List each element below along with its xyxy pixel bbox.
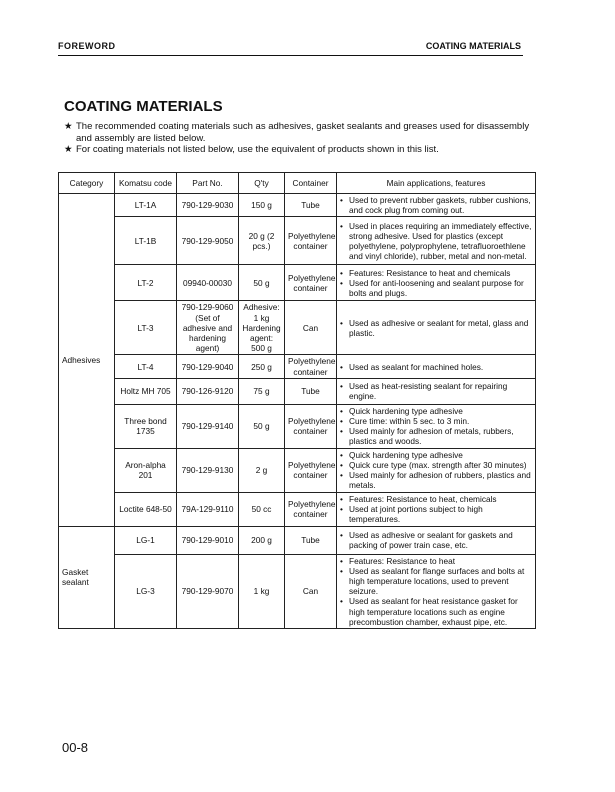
komatsu-code-cell: LT-3	[115, 301, 177, 355]
container-cell: Tube	[285, 194, 337, 217]
intro-paragraph	[64, 144, 534, 156]
quantity-cell: 250 g	[239, 355, 285, 378]
container-cell: Can	[285, 301, 337, 355]
header-rule	[58, 55, 523, 56]
applications-list	[340, 362, 532, 372]
application-text: Cure time: within 5 sec. to 3 min.	[349, 416, 470, 427]
quantity-cell: 50 cc	[239, 492, 285, 526]
list-item	[340, 470, 532, 490]
part-no-cell: 790-129-9130	[177, 448, 239, 492]
bullet-icon: •	[340, 565, 343, 576]
bullet-icon: •	[340, 405, 343, 416]
list-item	[340, 278, 532, 298]
bullet-icon: •	[340, 459, 343, 470]
bullet-icon: •	[340, 596, 343, 607]
column-header: Q'ty	[239, 173, 285, 194]
table-row	[59, 448, 536, 492]
container-cell: Polyethylene container	[285, 265, 337, 301]
applications-cell	[337, 404, 536, 448]
table-row	[59, 554, 536, 628]
column-header: Container	[285, 173, 337, 194]
list-item	[340, 504, 532, 524]
application-text: Used as sealant for machined holes.	[349, 361, 484, 372]
komatsu-code-cell: LT-1B	[115, 217, 177, 265]
bullet-icon: •	[340, 317, 343, 328]
star-icon: ★	[64, 121, 73, 132]
table-row	[59, 526, 536, 554]
list-item	[340, 460, 532, 470]
bullet-icon: •	[340, 416, 343, 427]
category-cell	[59, 526, 115, 628]
applications-cell	[337, 217, 536, 265]
table-row	[59, 492, 536, 526]
container-cell: Polyethylene container	[285, 355, 337, 378]
komatsu-code-cell: LG-3	[115, 554, 177, 628]
quantity-cell: Adhesive: 1 kg Hardening agent: 500 g	[239, 301, 285, 355]
container-cell: Polyethylene container	[285, 492, 337, 526]
komatsu-code-cell: Loctite 648-50	[115, 492, 177, 526]
header-section: FOREWORD	[58, 41, 116, 51]
list-item	[340, 195, 532, 215]
komatsu-code-cell: Aron-alpha 201	[115, 448, 177, 492]
category-cell: Adhesives	[59, 194, 115, 527]
application-text: Used in places requiring an immediately effective, strong adhesive. Used for plastics (except polyethylene, polyprophylene, tetrafluoroethlene and vinyl chloride), rubber, metal and non-metal.	[349, 220, 532, 262]
quantity-cell: 50 g	[239, 265, 285, 301]
application-text: Features: Resistance to heat	[349, 555, 456, 566]
list-item	[340, 530, 532, 550]
application-text: Quick hardening type adhesive	[349, 405, 463, 416]
application-text: Quick cure type (max. strength after 30 minutes)	[349, 459, 527, 470]
list-item	[340, 416, 532, 426]
applications-list	[340, 221, 532, 262]
container-cell: Polyethylene container	[285, 217, 337, 265]
bullet-icon: •	[340, 195, 343, 205]
applications-cell	[337, 448, 536, 492]
application-text: Used as sealant for flange surfaces and bolts at high temperature locations, used to prevent seizure.	[349, 565, 525, 597]
category-label: Gasket	[62, 567, 89, 578]
column-header: Main applications, features	[337, 173, 536, 194]
list-item	[340, 406, 532, 416]
table-row	[59, 265, 536, 301]
komatsu-code-cell: LT-4	[115, 355, 177, 378]
star-icon: ★	[64, 144, 73, 155]
komatsu-code-cell: LG-1	[115, 526, 177, 554]
list-item	[340, 494, 532, 504]
table-body	[59, 194, 536, 629]
quantity-cell: 200 g	[239, 526, 285, 554]
bullet-icon: •	[340, 361, 343, 372]
list-item	[340, 426, 532, 446]
list-item	[340, 221, 532, 262]
table-row	[59, 301, 536, 355]
bullet-icon: •	[340, 470, 343, 481]
table-row	[59, 217, 536, 265]
table-row	[59, 194, 536, 217]
applications-list	[340, 450, 532, 491]
intro-paragraph	[64, 121, 534, 144]
table-row	[59, 378, 536, 404]
container-cell: Polyethylene container	[285, 404, 337, 448]
page-number: 00-8	[62, 740, 89, 755]
bullet-icon: •	[340, 277, 343, 288]
bullet-icon: •	[340, 220, 343, 231]
application-text: Features: Resistance to heat, chemicals	[349, 493, 497, 504]
part-no-cell: 790-129-9070	[177, 554, 239, 628]
bullet-icon: •	[340, 529, 343, 540]
part-no-cell: 790-129-9140	[177, 404, 239, 448]
container-cell: Polyethylene container	[285, 448, 337, 492]
applications-list	[340, 381, 532, 401]
header-chapter: COATING MATERIALS	[425, 41, 521, 51]
application-text: Used mainly for adhesion of rubbers, plastics and metals.	[349, 470, 531, 491]
komatsu-code-cell: LT-1A	[115, 194, 177, 217]
table-header-row	[59, 173, 536, 194]
list-item	[340, 596, 532, 627]
applications-list	[340, 195, 532, 215]
table-row	[59, 355, 536, 378]
applications-list	[340, 268, 532, 299]
applications-list	[340, 494, 532, 525]
part-no-cell: 790-129-9060 (Set of adhesive and hardening agent)	[177, 301, 239, 355]
applications-cell	[337, 301, 536, 355]
quantity-cell: 1 kg	[239, 554, 285, 628]
bullet-icon: •	[340, 504, 343, 515]
application-text: Used as adhesive or sealant for metal, glass and plastic.	[349, 317, 529, 338]
bullet-icon: •	[340, 381, 343, 392]
page-title: COATING MATERIALS	[64, 98, 223, 115]
applications-cell	[337, 554, 536, 628]
application-text: Quick hardening type adhesive	[349, 449, 463, 460]
category-label: sealant	[62, 577, 89, 588]
intro-text: The recommended coating materials such as adhesives, gasket sealants and greases used for disassembly and assembly are listed below.	[76, 121, 530, 144]
part-no-cell: 09940-00030	[177, 265, 239, 301]
applications-cell	[337, 492, 536, 526]
application-text: Features: Resistance to heat and chemicals	[349, 267, 511, 278]
intro-text: For coating materials not listed below, use the equivalent of products shown in this list.	[76, 144, 439, 155]
applications-cell	[337, 355, 536, 378]
list-item	[340, 450, 532, 460]
bullet-icon: •	[340, 426, 343, 437]
bullet-icon: •	[340, 555, 343, 566]
application-text: Used as sealant for heat resistance gasket for high temperature locations such as engine precombustion chamber, exhaust pipe, etc.	[349, 596, 518, 627]
applications-cell	[337, 378, 536, 404]
application-text: Used for anti-loosening and sealant purpose for bolts and plugs.	[349, 277, 524, 298]
part-no-cell: 790-129-9030	[177, 194, 239, 217]
application-text: Used mainly for adhesion of metals, rubbers, plastics and woods.	[349, 426, 514, 447]
bullet-icon: •	[340, 493, 343, 504]
part-no-cell: 790-126-9120	[177, 378, 239, 404]
quantity-cell: 2 g	[239, 448, 285, 492]
container-cell: Can	[285, 554, 337, 628]
quantity-cell: 20 g (2 pcs.)	[239, 217, 285, 265]
komatsu-code-cell: Three bond 1735	[115, 404, 177, 448]
komatsu-code-cell: Holtz MH 705	[115, 378, 177, 404]
part-no-cell: 79A-129-9110	[177, 492, 239, 526]
application-text: Used as heat-resisting sealant for repairing engine.	[349, 381, 508, 402]
applications-list	[340, 556, 532, 627]
applications-cell	[337, 265, 536, 301]
part-no-cell: 790-129-9010	[177, 526, 239, 554]
application-text: Used to prevent rubber gaskets, rubber cushions, and cock plug from coming out.	[349, 195, 531, 216]
intro	[64, 121, 534, 156]
column-header: Komatsu code	[115, 173, 177, 194]
table-row	[59, 404, 536, 448]
list-item	[340, 556, 532, 566]
list-item	[340, 381, 532, 401]
coating-materials-table	[58, 172, 536, 629]
quantity-cell: 150 g	[239, 194, 285, 217]
container-cell: Tube	[285, 378, 337, 404]
list-item	[340, 362, 532, 372]
applications-cell	[337, 526, 536, 554]
quantity-cell: 75 g	[239, 378, 285, 404]
applications-list	[340, 318, 532, 338]
list-item	[340, 318, 532, 338]
applications-list	[340, 406, 532, 447]
komatsu-code-cell: LT-2	[115, 265, 177, 301]
column-header: Part No.	[177, 173, 239, 194]
list-item	[340, 268, 532, 278]
column-header: Category	[59, 173, 115, 194]
list-item	[340, 566, 532, 597]
bullet-icon: •	[340, 267, 343, 278]
applications-list	[340, 530, 532, 550]
application-text: Used as adhesive or sealant for gaskets and packing of power train case, etc.	[349, 529, 513, 551]
bullet-icon: •	[340, 449, 343, 460]
application-text: Used at joint portions subject to high temperatures.	[349, 504, 483, 525]
quantity-cell: 50 g	[239, 404, 285, 448]
applications-cell	[337, 194, 536, 217]
part-no-cell: 790-129-9040	[177, 355, 239, 378]
part-no-cell: 790-129-9050	[177, 217, 239, 265]
container-cell: Tube	[285, 526, 337, 554]
